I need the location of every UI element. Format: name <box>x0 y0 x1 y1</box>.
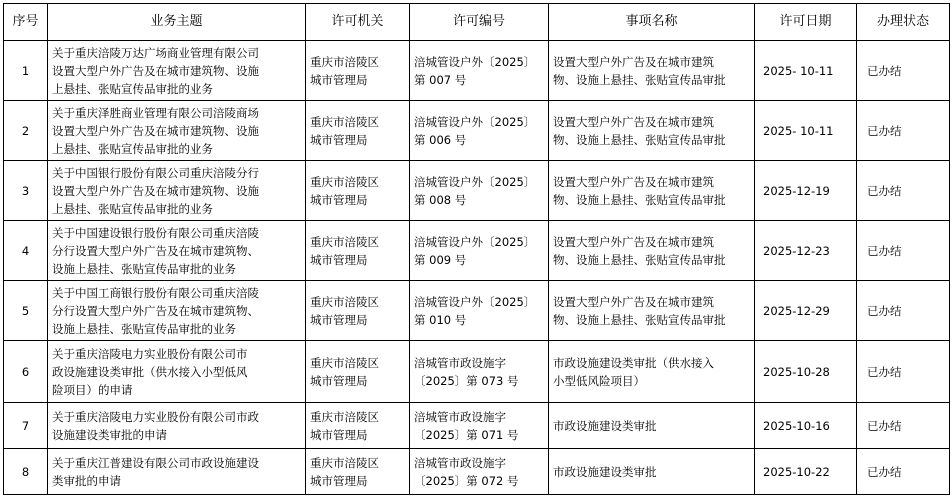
cell-item-name <box>549 101 755 161</box>
authority-line: 城市管理局 <box>310 192 368 207</box>
cell-date: 2025- 10-11 <box>755 41 857 101</box>
table-body <box>4 41 950 495</box>
permit_no-line: 涪城管设户外〔2025〕 <box>414 114 536 129</box>
cell-permit-no <box>410 281 549 341</box>
permit-table <box>3 3 950 495</box>
permit_no-line: 第 007 号 <box>414 72 467 87</box>
cell-permit-no <box>410 221 549 281</box>
cell-status: 已办结 <box>857 449 950 495</box>
subject-line: 类审批的申请 <box>52 473 121 488</box>
subject-line: 关于中国建设银行股份有限公司重庆涪陵 <box>52 225 259 240</box>
cell-date: 2025-12-29 <box>755 281 857 341</box>
cell-status: 已办结 <box>857 403 950 449</box>
cell-status: 已办结 <box>857 341 950 403</box>
permit_no-line: 涪城管设户外〔2025〕 <box>414 294 536 309</box>
authority-line: 重庆市涪陵区 <box>310 455 379 470</box>
authority-line: 重庆市涪陵区 <box>310 294 379 309</box>
table-row <box>4 449 950 495</box>
header-item-name: 事项名称 <box>549 4 755 41</box>
item-line: 物、设施上悬挂、张贴宣传品审批 <box>553 132 726 147</box>
permit_no-line: 涪城管设户外〔2025〕 <box>414 234 536 249</box>
header-date: 许可日期 <box>755 4 857 41</box>
item-line: 设置大型户外广告及在城市建筑 <box>553 234 714 249</box>
table-row <box>4 161 950 221</box>
item-line: 市政设施建设类审批 <box>553 464 657 479</box>
item-line: 市政设施建设类审批 <box>553 418 657 433</box>
item-line: 小型低风险项目） <box>553 373 645 388</box>
header-status: 办理状态 <box>857 4 950 41</box>
cell-permit-no <box>410 341 549 403</box>
permit_no-line: 涪城管市政设施字 <box>414 355 506 370</box>
cell-no: 8 <box>4 449 48 495</box>
cell-permit-no <box>410 403 549 449</box>
authority-line: 城市管理局 <box>310 72 368 87</box>
cell-subject <box>48 403 306 449</box>
cell-no: 3 <box>4 161 48 221</box>
authority-line: 城市管理局 <box>310 312 368 327</box>
item-line: 物、设施上悬挂、张贴宣传品审批 <box>553 192 726 207</box>
item-line: 设置大型户外广告及在城市建筑 <box>553 174 714 189</box>
permit_no-line: 涪城管设户外〔2025〕 <box>414 54 536 69</box>
subject-line: 上悬挂、张贴宣传品审批的业务 <box>52 201 213 216</box>
table-row <box>4 341 950 403</box>
cell-item-name <box>549 281 755 341</box>
permit_no-line: 第 010 号 <box>414 312 467 327</box>
table-row <box>4 41 950 101</box>
item-line: 物、设施上悬挂、张贴宣传品审批 <box>553 312 726 327</box>
cell-no: 6 <box>4 341 48 403</box>
cell-date: 2025-12-23 <box>755 221 857 281</box>
authority-line: 城市管理局 <box>310 373 368 388</box>
permit_no-line: 第 009 号 <box>414 252 467 267</box>
permit_no-line: 〔2025〕第 072 号 <box>414 473 519 488</box>
cell-status: 已办结 <box>857 101 950 161</box>
cell-no: 7 <box>4 403 48 449</box>
cell-authority <box>306 341 410 403</box>
header-row <box>4 4 950 41</box>
header-subject: 业务主题 <box>48 4 306 41</box>
cell-subject <box>48 341 306 403</box>
cell-permit-no <box>410 41 549 101</box>
subject-line: 设置大型户外广告及在城市建筑物、设施 <box>52 63 259 78</box>
cell-subject <box>48 449 306 495</box>
permit_no-line: 涪城管设户外〔2025〕 <box>414 174 536 189</box>
cell-authority <box>306 161 410 221</box>
subject-line: 上悬挂、张贴宣传品审批的业务 <box>52 81 213 96</box>
item-line: 设置大型户外广告及在城市建筑 <box>553 294 714 309</box>
header-authority: 许可机关 <box>306 4 410 41</box>
permit_no-line: 涪城管市政设施字 <box>414 409 506 424</box>
cell-date: 2025-10-16 <box>755 403 857 449</box>
subject-line: 设施上悬挂、张贴宣传品审批的业务 <box>52 321 236 336</box>
table-row <box>4 281 950 341</box>
cell-authority <box>306 101 410 161</box>
cell-subject <box>48 281 306 341</box>
subject-line: 分行设置大型户外广告及在城市建筑物、 <box>52 303 259 318</box>
subject-line: 险项目）的申请 <box>52 382 133 397</box>
subject-line: 关于中国银行股份有限公司重庆涪陵分行 <box>52 165 259 180</box>
subject-line: 设施上悬挂、张贴宣传品审批的业务 <box>52 261 236 276</box>
authority-line: 重庆市涪陵区 <box>310 355 379 370</box>
authority-line: 重庆市涪陵区 <box>310 114 379 129</box>
table-row <box>4 101 950 161</box>
cell-date: 2025-10-22 <box>755 449 857 495</box>
subject-line: 关于重庆涪陵万达广场商业管理有限公司 <box>52 45 259 60</box>
permit_no-line: 〔2025〕第 071 号 <box>414 427 519 442</box>
item-line: 设置大型户外广告及在城市建筑 <box>553 54 714 69</box>
cell-subject <box>48 221 306 281</box>
cell-authority <box>306 221 410 281</box>
authority-line: 城市管理局 <box>310 132 368 147</box>
cell-item-name <box>549 221 755 281</box>
cell-authority <box>306 41 410 101</box>
subject-line: 关于重庆涪陵电力实业股份有限公司市政 <box>52 409 259 424</box>
subject-line: 关于重庆涪陵电力实业股份有限公司市 <box>52 346 248 361</box>
cell-no: 2 <box>4 101 48 161</box>
cell-subject <box>48 101 306 161</box>
cell-authority <box>306 281 410 341</box>
authority-line: 重庆市涪陵区 <box>310 234 379 249</box>
cell-authority <box>306 403 410 449</box>
subject-line: 关于重庆泽胜商业管理有限公司涪陵商场 <box>52 105 259 120</box>
authority-line: 重庆市涪陵区 <box>310 409 379 424</box>
header-no: 序号 <box>4 4 48 41</box>
cell-item-name <box>549 161 755 221</box>
permit_no-line: 第 008 号 <box>414 192 467 207</box>
cell-no: 4 <box>4 221 48 281</box>
cell-item-name <box>549 449 755 495</box>
subject-line: 政设施建设类审批（供水接入小型低风 <box>52 364 248 379</box>
cell-date: 2025-10-28 <box>755 341 857 403</box>
authority-line: 城市管理局 <box>310 252 368 267</box>
cell-permit-no <box>410 161 549 221</box>
authority-line: 重庆市涪陵区 <box>310 54 379 69</box>
cell-subject <box>48 161 306 221</box>
cell-status: 已办结 <box>857 281 950 341</box>
cell-authority <box>306 449 410 495</box>
cell-status: 已办结 <box>857 161 950 221</box>
cell-item-name <box>549 341 755 403</box>
authority-line: 重庆市涪陵区 <box>310 174 379 189</box>
cell-permit-no <box>410 101 549 161</box>
cell-status: 已办结 <box>857 221 950 281</box>
item-line: 市政设施建设类审批（供水接入 <box>553 355 714 370</box>
subject-line: 分行设置大型户外广告及在城市建筑物、 <box>52 243 259 258</box>
authority-line: 城市管理局 <box>310 473 368 488</box>
table-row <box>4 221 950 281</box>
subject-line: 关于中国工商银行股份有限公司重庆涪陵 <box>52 285 259 300</box>
authority-line: 城市管理局 <box>310 427 368 442</box>
table-row <box>4 403 950 449</box>
cell-permit-no <box>410 449 549 495</box>
subject-line: 设施建设类审批的申请 <box>52 427 167 442</box>
permit_no-line: 第 006 号 <box>414 132 467 147</box>
item-line: 物、设施上悬挂、张贴宣传品审批 <box>553 72 726 87</box>
subject-line: 设置大型户外广告及在城市建筑物、设施 <box>52 183 259 198</box>
cell-subject <box>48 41 306 101</box>
item-line: 设置大型户外广告及在城市建筑 <box>553 114 714 129</box>
permit_no-line: 涪城管市政设施字 <box>414 455 506 470</box>
cell-no: 5 <box>4 281 48 341</box>
subject-line: 关于重庆江普建设有限公司市政设施建设 <box>52 455 259 470</box>
permit_no-line: 〔2025〕第 073 号 <box>414 373 519 388</box>
cell-date: 2025-12-19 <box>755 161 857 221</box>
cell-no: 1 <box>4 41 48 101</box>
header-permit-no: 许可编号 <box>410 4 549 41</box>
cell-item-name <box>549 41 755 101</box>
subject-line: 设置大型户外广告及在城市建筑物、设施 <box>52 123 259 138</box>
cell-item-name <box>549 403 755 449</box>
cell-date: 2025- 10-11 <box>755 101 857 161</box>
subject-line: 上悬挂、张贴宣传品审批的业务 <box>52 141 213 156</box>
cell-status: 已办结 <box>857 41 950 101</box>
item-line: 物、设施上悬挂、张贴宣传品审批 <box>553 252 726 267</box>
